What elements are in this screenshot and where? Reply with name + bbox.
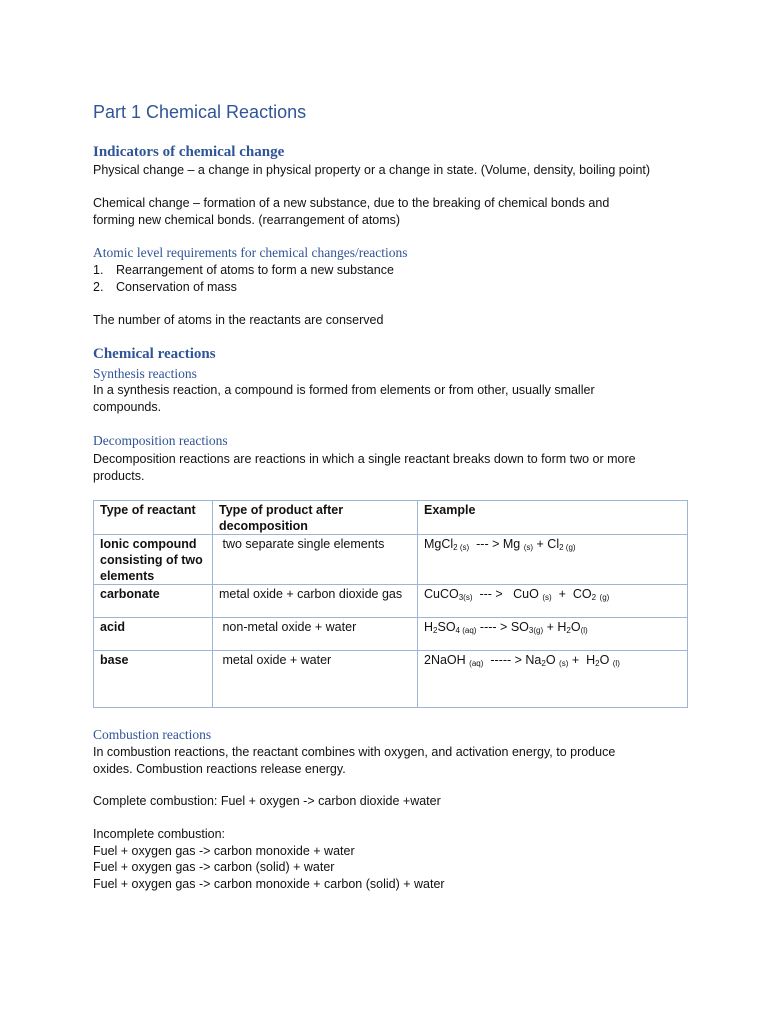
- decomposition-heading: Decomposition reactions: [93, 433, 228, 448]
- example-cell: [418, 535, 688, 585]
- physical-change-text: Physical change – a change in physical property or a change in state. (Volume, density, boiling point): [93, 163, 651, 177]
- table-row: [94, 618, 688, 651]
- equation-part: CuCO: [424, 587, 459, 601]
- table-row: [94, 585, 688, 618]
- equation-part: + Cl: [533, 537, 560, 551]
- equation-part: O: [545, 653, 560, 667]
- reactant-cell: base: [94, 651, 213, 708]
- example-cell: [418, 651, 688, 708]
- incomplete-combustion-text: Incomplete combustion: Fuel + oxygen gas -> carbon monoxide + water Fuel + oxygen gas -> carbon (solid) + water Fuel + oxygen gas -> carbon monoxide + carbon (solid) + water: [93, 826, 683, 892]
- equation-part: H: [424, 620, 434, 634]
- list-item: 1. Rearrangement of atoms to form a new substance: [93, 263, 394, 277]
- table-row: [94, 535, 688, 585]
- equation-part: 4 (aq): [455, 626, 477, 635]
- equation-part: (s): [542, 593, 552, 602]
- equation-part: O: [570, 620, 581, 634]
- atomic-requirements-list: [93, 262, 394, 295]
- equation-part: (aq): [469, 659, 484, 668]
- equation-part: (l): [580, 626, 588, 635]
- reactant-cell: carbonate: [94, 585, 213, 618]
- equation-part: 2: [453, 543, 458, 552]
- synthesis-text: In a synthesis reaction, a compound is formed from elements or from other, usually smaller compounds.: [93, 383, 595, 414]
- equation-part: --- > Mg: [469, 537, 524, 551]
- equation-part: 2: [595, 659, 600, 668]
- page-title: Part 1 Chemical Reactions: [93, 102, 307, 122]
- decomposition-table: [93, 500, 688, 708]
- equation-part: ----- > Na: [483, 653, 542, 667]
- equation-part: MgCl: [424, 537, 454, 551]
- chemical-reactions-heading: Chemical reactions: [93, 346, 216, 362]
- equation-part: 2 (g): [559, 543, 576, 552]
- equation-part: 3(s): [458, 593, 473, 602]
- equation-part: 2: [566, 626, 571, 635]
- equation-part: --- > CuO: [472, 587, 543, 601]
- list-item: Fuel + oxygen gas -> carbon monoxide + carbon (solid) + water: [93, 876, 445, 891]
- list-item: Fuel + oxygen gas -> carbon monoxide + water: [93, 843, 355, 858]
- example-cell: [418, 618, 688, 651]
- header-example: Example: [418, 501, 688, 535]
- product-cell: two separate single elements: [213, 535, 418, 585]
- product-cell: metal oxide + carbon dioxide gas: [213, 585, 418, 618]
- equation-part: + H: [543, 620, 567, 634]
- equation-part: O: [599, 653, 613, 667]
- header-type-of-product: Type of product after decomposition: [213, 501, 418, 535]
- chemical-change-text: Chemical change – formation of a new substance, due to the breaking of chemical bonds and forming new chemical bonds. (rearrangement of atoms): [93, 196, 610, 227]
- header-type-of-reactant: Type of reactant: [94, 501, 213, 535]
- complete-combustion-text: Complete combustion: Fuel + oxygen -> carbon dioxide +water: [93, 794, 441, 808]
- list-item: 2. Conservation of mass: [93, 279, 237, 294]
- equation-part: + H: [568, 653, 596, 667]
- atomic-requirements-heading: Atomic level requirements for chemical changes/reactions: [93, 245, 408, 260]
- product-cell: non-metal oxide + water: [213, 618, 418, 651]
- equation-part: ---- > SO: [476, 620, 529, 634]
- equation-part: (s): [559, 659, 569, 668]
- equation-part: (s): [457, 543, 470, 552]
- equation-part: SO: [437, 620, 456, 634]
- equation-part: 2: [541, 659, 546, 668]
- list-item: Fuel + oxygen gas -> carbon (solid) + water: [93, 860, 335, 874]
- equation-part: (l): [612, 659, 620, 668]
- product-cell: metal oxide + water: [213, 651, 418, 708]
- reactant-cell: Ionic compound consisting of two elements: [94, 535, 213, 585]
- equation-part: (g): [599, 593, 610, 602]
- table-header-row: [94, 501, 688, 535]
- reactant-cell: acid: [94, 618, 213, 651]
- equation-part: 2: [433, 626, 438, 635]
- equation-part: 3(g): [528, 626, 544, 635]
- atoms-conserved-note: The number of atoms in the reactants are conserved: [93, 313, 384, 327]
- example-cell: [418, 585, 688, 618]
- equation-part: 2NaOH: [424, 653, 470, 667]
- combustion-heading: Combustion reactions: [93, 727, 212, 742]
- combustion-text: In combustion reactions, the reactant combines with oxygen, and activation energy, to produce oxides. Combustion reactions release energy.: [93, 745, 616, 776]
- equation-part: (s): [523, 543, 534, 552]
- equation-part: + CO: [551, 587, 592, 601]
- indicators-heading: Indicators of chemical change: [93, 144, 285, 160]
- equation-part: 2: [591, 593, 597, 602]
- decomposition-text: Decomposition reactions are reactions in which a single reactant breaks down to form two or more products.: [93, 452, 636, 483]
- table-row: [94, 651, 688, 708]
- synthesis-heading: Synthesis reactions: [93, 366, 197, 381]
